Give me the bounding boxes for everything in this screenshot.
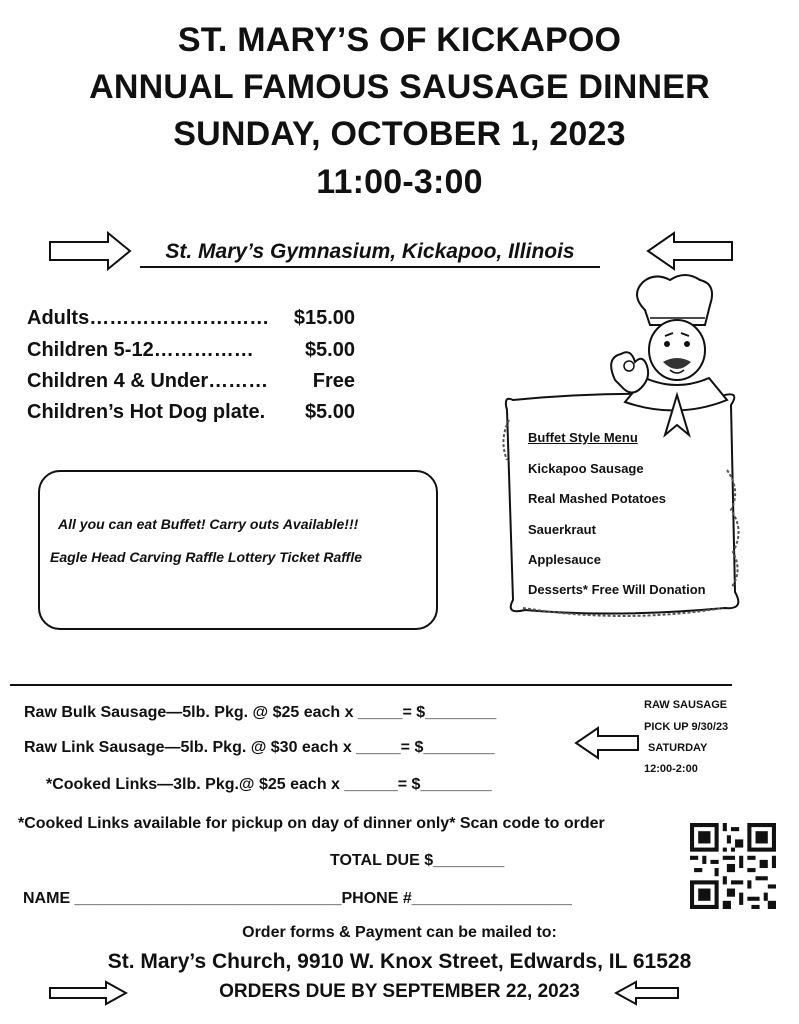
price-label-children-4-under: Children 4 & Under………	[27, 370, 269, 392]
orders-due-date: ORDERS DUE BY SEPTEMBER 22, 2023	[219, 981, 580, 1002]
arrow-left-icon	[614, 980, 680, 1006]
event-date: SUNDAY, OCTOBER 1, 2023	[173, 115, 626, 153]
pickup-date: PICK UP 9/30/23	[644, 721, 729, 733]
price-label-children-5-12: Children 5-12……………	[27, 339, 254, 361]
price-label-hotdog-plate: Children’s Hot Dog plate.	[27, 401, 266, 423]
arrow-right-icon	[48, 231, 132, 271]
pickup-time: 12:00-2:00	[644, 763, 698, 775]
title-parish: ST. MARY’S OF KICKAPOO	[177, 21, 622, 59]
price-value-hotdog-plate: $5.00	[304, 401, 355, 423]
info-buffet-line: All you can eat Buffet! Carry outs Available!!!	[58, 516, 359, 532]
arrow-left-icon	[574, 726, 640, 760]
pickup-heading: RAW SAUSAGE	[644, 699, 728, 711]
chef-illustration	[495, 270, 755, 630]
menu-item-applesauce: Applesauce	[528, 552, 601, 567]
title-event: ANNUAL FAMOUS SAUSAGE DINNER	[89, 68, 710, 106]
name-phone-fields: NAME ______________________________PHONE #__________________	[23, 890, 572, 907]
arrow-left-icon	[646, 231, 734, 271]
section-divider	[10, 684, 732, 686]
mailing-address: St. Mary’s Church, 9910 W. Knox Street, Edwards, IL 61528	[107, 950, 692, 973]
total-due: TOTAL DUE $________	[330, 852, 505, 869]
pickup-day: SATURDAY	[648, 742, 708, 754]
info-raffle-line: Eagle Head Carving Raffle Lottery Ticket Raffle	[50, 549, 362, 565]
price-value-adults: $15.00	[293, 307, 355, 329]
menu-item-sausage: Kickapoo Sausage	[528, 461, 644, 476]
menu-item-desserts: Desserts* Free Will Donation	[528, 582, 706, 597]
price-value-children-5-12: $5.00	[304, 339, 355, 361]
order-line-cooked: *Cooked Links—3lb. Pkg.@ $25 each x ______= $________	[46, 776, 492, 793]
mail-instructions: Order forms & Payment can be mailed to:	[242, 924, 557, 941]
order-line-bulk: Raw Bulk Sausage—5lb. Pkg. @ $25 each x _____= $________	[24, 704, 497, 721]
event-time: 11:00-3:00	[316, 163, 483, 201]
menu-item-potatoes: Real Mashed Potatoes	[528, 491, 666, 506]
order-line-link: Raw Link Sausage—5lb. Pkg. @ $30 each x _____= $________	[24, 739, 495, 756]
qr-code[interactable]	[690, 823, 776, 909]
menu-title: Buffet Style Menu	[528, 430, 638, 445]
venue-label: St. Mary’s Gymnasium, Kickapoo, Illinois	[140, 240, 600, 268]
menu-item-sauerkraut: Sauerkraut	[528, 522, 596, 537]
price-value-children-4-under: Free	[312, 370, 355, 392]
price-label-adults: Adults………………………	[27, 307, 270, 329]
cooked-links-note: *Cooked Links available for pickup on day of dinner only* Scan code to order	[18, 815, 605, 832]
